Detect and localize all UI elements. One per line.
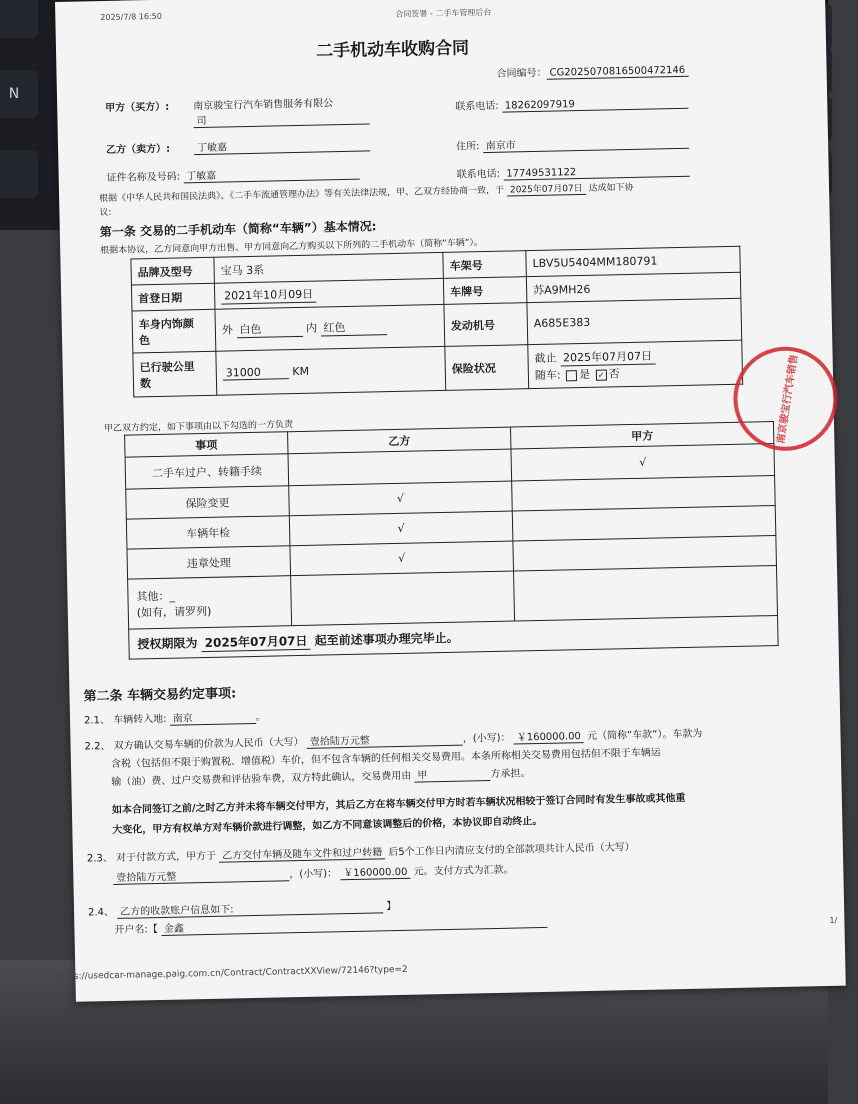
clause-2-2: 2.2、 双方确认交易车辆的价款为人民币（大写） 壹拾陆万元整 ，(小写)： ￥160000.00 元（简称“车款”）。车款为 — [84, 728, 703, 753]
party-b-name: 丁敏嘉 — [194, 135, 370, 155]
color-label: 车身内饰颜 色 — [132, 309, 216, 353]
page-number: 1/ — [829, 915, 838, 925]
seal-text: 南京骏宝行汽车销售 — [775, 353, 800, 445]
plate-label: 车牌号 — [443, 277, 527, 305]
page-url: https://usedcar-manage.paig.com.cn/Contract/ContractXXView/72146?type=2 — [55, 964, 408, 983]
clause-2-1: 2.1、 车辆转入地: 南京 。 — [84, 708, 266, 728]
keyboard-key-n — [0, 70, 38, 118]
party-a-label: 甲方（买方）: — [105, 101, 170, 114]
vin-label: 车架号 — [443, 251, 527, 279]
row-item: 车辆年检 — [126, 516, 290, 549]
row-party-b: √ — [289, 511, 513, 546]
insurance-value: 截止 2025年07月07日 随车: 是 ✓ 否 — [528, 340, 743, 388]
clause-2-2-line2: 含税（包括但不限于购置税、增值税）车价，但不包含车辆的任何相关交易费用。本条所称相关交易费用包括但不限于车辆运 — [110, 747, 661, 770]
row-item: 违章处理 — [127, 546, 291, 579]
plate-value: 苏A9MH26 — [526, 272, 740, 302]
mileage-value: 31000 KM — [216, 346, 446, 395]
responsibility-intro: 甲乙双方约定，如下事项由以下勾选的一方负责 — [103, 420, 294, 435]
row-party-a: √ — [511, 444, 775, 482]
id-info: 证件名称及号码: 丁敏嘉 — [107, 164, 360, 185]
checkbox-yes — [566, 370, 577, 381]
article2-title: 第二条 车辆交易约定事项: — [83, 686, 237, 705]
vehicle-table — [130, 246, 743, 398]
engine-label: 发动机号 — [444, 303, 528, 347]
party-a-phone: 联系电话: 18262097919 — [455, 93, 688, 114]
contract-title: 二手机动车收购合同 — [315, 38, 470, 62]
party-a-name: 南京骏宝行汽车销售服务有限公 司 — [193, 93, 370, 128]
contract-no: 合同编号： CG2025070816500472146 — [496, 61, 688, 81]
row-party-b: √ — [289, 481, 513, 516]
key-label: N — [8, 86, 20, 102]
clause-2-2-line3: 输（油）费、过户交易费和评估验车费，双方特此确认，交易费用由 甲 方承担。 — [111, 764, 530, 789]
brand-label: 品牌及型号 — [131, 257, 215, 285]
system-title: 合同签署 - 二手车管理后台 — [395, 7, 492, 19]
responsibility-table — [124, 421, 779, 660]
checkbox-no-checked: ✓ — [596, 369, 607, 380]
row-party-b: √ — [290, 541, 514, 576]
insurance-label: 保险状况 — [445, 345, 529, 391]
brand-value: 宝马 3系 — [214, 252, 443, 283]
authorization-period: 授权期限为 2025年07月07日 起至前述事项办理完毕止。 — [129, 616, 778, 660]
reg-label: 首登日期 — [131, 283, 215, 311]
row-item: 二手车过户、转籍手续 — [125, 454, 289, 489]
article1-intro: 根据本协议，乙方同意向甲方出售、甲方同意向乙方购买以下所列的二手机动车（简称“车辆”）。 — [100, 238, 484, 257]
print-date: 2025/7/8 16:50 — [100, 11, 162, 23]
mileage-label: 已行驶公里 数 — [133, 351, 217, 397]
row-other-b — [291, 571, 515, 626]
preamble: 根据《中华人民共和国民法典》、《二手车流通管理办法》等有关法律法规，甲、乙双方经协商一致，于 2025年07月07日 达成如下协 — [99, 182, 634, 205]
preamble-end: 议: — [99, 207, 112, 219]
clause-2-4: 2.4、 乙方的收款账户信息如下: 】 — [88, 897, 397, 919]
contract-page — [55, 0, 846, 1002]
clause-2-3-line2: 壹拾陆万元整 ，(小写)： ￥160000.00 元。支付方式为汇款。 — [113, 861, 514, 885]
vin-value: LBV5U5404MM180791 — [526, 246, 740, 276]
row-item: 保险变更 — [126, 486, 290, 519]
account-holder: 开户名:【 金鑫 — [114, 912, 547, 937]
reg-value: 2021年10月09日 — [214, 278, 443, 309]
clause-2-3: 2.3、 对于付款方式，甲方于 乙方交付车辆及随车文件和过户转籍 后5个工作日内清应支付的全部款项共计人民币（大写） — [86, 842, 635, 865]
price-adjust-clause: 如本合同签订之前/之时乙方并未将车辆交付甲方，其后乙方在将车辆交付甲方时若车辆状况相较于签订合同时有发生事故或其他重 — [111, 792, 686, 816]
engine-value: A685E383 — [527, 298, 742, 344]
col-item: 事项 — [125, 432, 288, 457]
color-value: 外 白色 内 红色 — [215, 304, 445, 351]
article1-title: 第一条 交易的二手机动车（简称“车辆”）基本情况: — [99, 219, 377, 240]
party-b-phone: 联系电话: 17749531122 — [457, 161, 690, 182]
price-adjust-clause-2: 大变化，甲方有权单方对车辆价款进行调整，如乙方不同意该调整后的价格，本协议即自动终止。 — [112, 815, 543, 836]
row-other: 其他：_ (如有，请罗列) — [128, 576, 292, 629]
col-party-b: 乙方 — [288, 427, 511, 454]
col-party-a: 甲方 — [511, 422, 774, 450]
row-party-b — [288, 449, 512, 486]
party-b-label: 乙方（卖方）: — [106, 143, 171, 156]
row-other-a — [514, 566, 778, 621]
keyboard-key — [0, 0, 38, 38]
keyboard-key — [0, 150, 38, 198]
party-b-address: 住所: 南京市 — [456, 133, 689, 154]
